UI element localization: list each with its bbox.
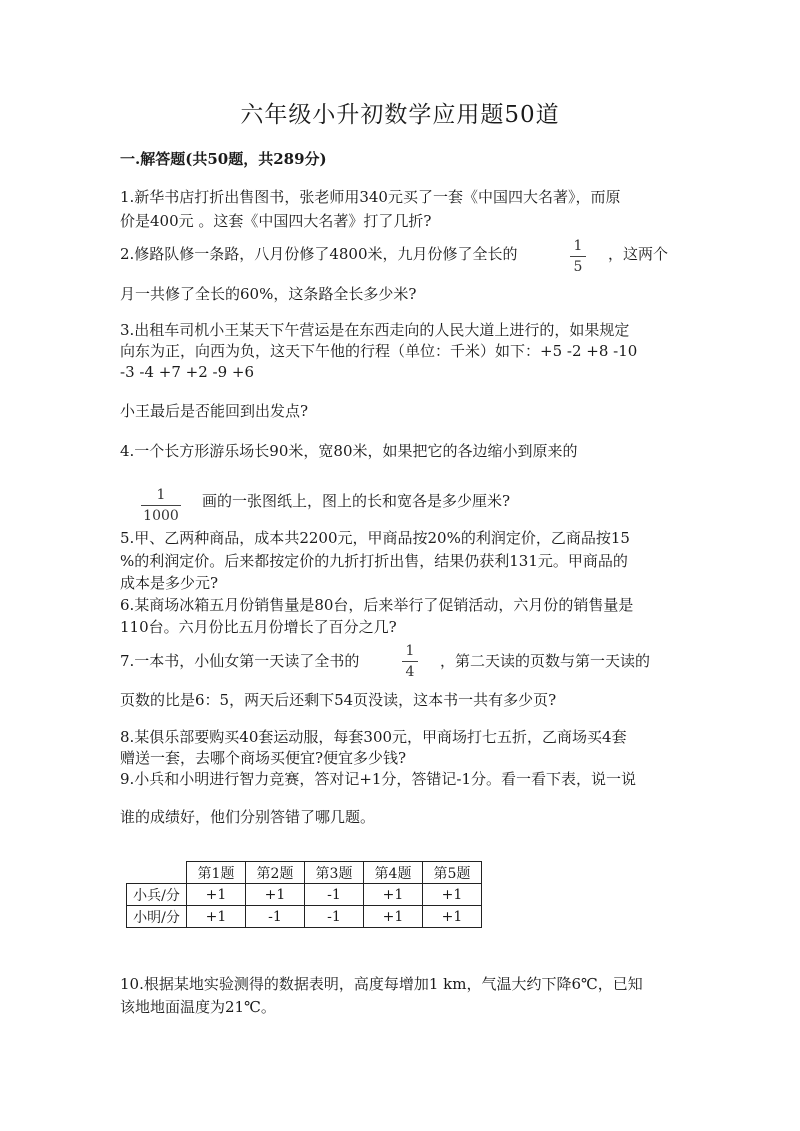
q4-frac-den: 1000 bbox=[143, 508, 179, 524]
table-cell: -1 bbox=[246, 906, 305, 928]
q7-line1-tail: ，第二天读的页数与第一天读的 bbox=[440, 652, 651, 670]
q1-line2: 价是400元 。这套《中国四大名著》打了几折? bbox=[120, 212, 432, 230]
q2-fraction bbox=[570, 238, 586, 275]
q5-line2: %的利润定价。后来都按定价的九折打折出售，结果仍获利131元。甲商品的 bbox=[120, 552, 628, 570]
q9-line1: 9.小兵和小明进行智力竞赛，答对记+1分，答错记-1分。看一看下表，说一说 bbox=[120, 770, 637, 788]
q7-line2: 页数的比是6：5，两天后还剩下54页没读，这本书一共有多少页? bbox=[120, 691, 557, 709]
table-header-cell: 第1题 bbox=[187, 862, 246, 884]
q2-frac-den: 5 bbox=[573, 259, 583, 275]
q8-line2: 赠送一套，去哪个商场买便宜?便宜多少钱? bbox=[120, 749, 407, 767]
q10-line1: 10.根据某地实验测得的数据表明，高度每增加1 km，气温大约下降6℃，已知 bbox=[120, 975, 643, 993]
table-cell: +1 bbox=[187, 906, 246, 928]
table-header-cell: 第4题 bbox=[364, 862, 423, 884]
q7-line1: 7.一本书，小仙女第一天读了全书的 bbox=[120, 652, 360, 670]
table-row-label: 小兵/分 bbox=[127, 884, 187, 906]
q2-frac-num: 1 bbox=[573, 238, 583, 254]
q6-line1: 6.某商场冰箱五月份销售量是80台，后来举行了促销活动，六月份的销售量是 bbox=[120, 596, 634, 614]
score-table bbox=[126, 861, 482, 928]
table-header-cell: 第3题 bbox=[305, 862, 364, 884]
q3-line1: 3.出租车司机小王某天下午营运是在东西走向的人民大道上进行的，如果规定 bbox=[120, 321, 630, 339]
table-row bbox=[127, 884, 482, 906]
q8-line1: 8.某俱乐部要购买40套运动服，每套300元，甲商场打七五折，乙商场买4套 bbox=[120, 728, 627, 746]
q3-line2: 向东为正，向西为负，这天下午他的行程（单位：千米）如下：+5 -2 +8 -10 bbox=[120, 342, 638, 360]
q5-line3: 成本是多少元? bbox=[120, 574, 219, 592]
q4-line1: 4.一个长方形游乐场长90米，宽80米，如果把它的各边缩小到原来的 bbox=[120, 442, 578, 460]
table-cell: -1 bbox=[305, 884, 364, 906]
table-cell: +1 bbox=[423, 906, 482, 928]
q2-line2: 月一共修了全长的60%，这条路全长多少米? bbox=[120, 285, 417, 303]
q3-line4: 小王最后是否能回到出发点? bbox=[120, 402, 309, 420]
q7-fraction bbox=[402, 643, 418, 680]
page-title: 六年级小升初数学应用题50道 bbox=[240, 102, 560, 128]
q5-line1: 5.甲、乙两种商品，成本共2200元，甲商品按20%的利润定价，乙商品按15 bbox=[120, 529, 630, 547]
table-header-cell: 第5题 bbox=[423, 862, 482, 884]
table-cell: +1 bbox=[246, 884, 305, 906]
table-cell: +1 bbox=[364, 884, 423, 906]
table-cell: +1 bbox=[364, 906, 423, 928]
q1-line1: 1.新华书店打折出售图书，张老师用340元买了一套《中国四大名著》，而原 bbox=[120, 188, 621, 206]
table-row-label: 小明/分 bbox=[127, 906, 187, 928]
table-cell: +1 bbox=[187, 884, 246, 906]
table-cell: +1 bbox=[423, 884, 482, 906]
q2-line1: 2.修路队修一条路，八月份修了4800米，九月份修了全长的 bbox=[120, 245, 518, 263]
q7-frac-den: 4 bbox=[405, 664, 415, 680]
table-row bbox=[127, 906, 482, 928]
q9-line2: 谁的成绩好，他们分别答错了哪几题。 bbox=[120, 808, 376, 826]
q4-frac-num: 1 bbox=[156, 487, 166, 503]
q2-line1-tail: ，这两个 bbox=[608, 245, 669, 263]
table-header-row bbox=[127, 862, 482, 884]
table-header-cell: 第2题 bbox=[246, 862, 305, 884]
q3-line3: -3 -4 +7 +2 -9 +6 bbox=[120, 363, 255, 381]
q4-line2: 画的一张图纸上，图上的长和宽各是多少厘米? bbox=[202, 492, 511, 510]
q4-fraction bbox=[141, 487, 181, 524]
q7-frac-num: 1 bbox=[405, 643, 415, 659]
q6-line2: 110台。六月份比五月份增长了百分之几? bbox=[120, 618, 397, 636]
q10-line2: 该地地面温度为21℃。 bbox=[120, 998, 276, 1016]
section-heading: 一.解答题(共50题，共289分) bbox=[120, 150, 327, 168]
table-corner-cell bbox=[127, 862, 187, 884]
table-cell: -1 bbox=[305, 906, 364, 928]
